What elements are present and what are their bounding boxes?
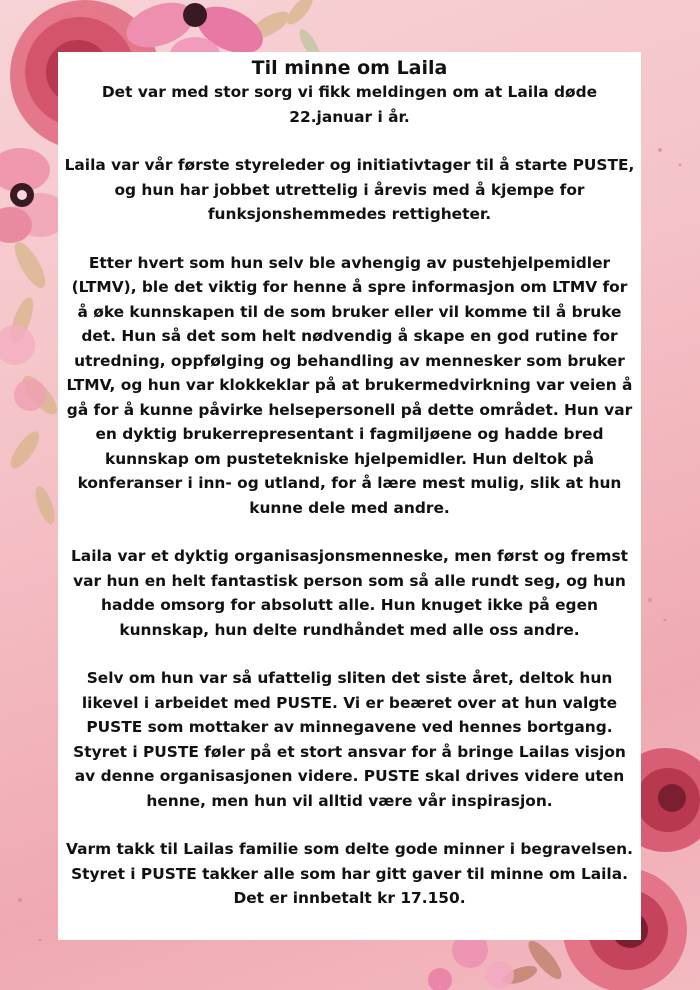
memorial-title: Til minne om Laila xyxy=(251,57,448,79)
paragraph-person: Laila var et dyktig organisasjonsmenneske, men først og fremst var hun en helt fantastisk person som så alle rundt seg, og hun hadde omsorg for absolutt alle. Hun knuget ikke på egen kunnskap, hun delte rundhåndet med alle oss andre. xyxy=(71,547,628,639)
flower-left-small xyxy=(0,325,46,411)
paragraph-thanks: Varm takk til Lailas familie som delte gode minner i begravelsen. Styret i PUSTE takker alle som har gitt gaver til minne om Laila. Det er innbetalt kr 17.150. xyxy=(66,840,633,907)
paragraph-intro: Det var med stor sorg vi fikk meldingen om at Laila døde 22.januar i år. xyxy=(101,83,598,126)
paragraph-legacy: Selv om hun var så ufattelig sliten det siste året, deltok hun likevel i arbeidet med PUSTE. Vi er beæret over at hun valgte PUSTE som mottaker av minnegavene ved hennes bortgang. Styret i PUSTE føler på et stort ansvar for å bringe Lailas visjon av denne organisasjonen videre. PUSTE skal drives videre uten henne, men hun vil alltid være vår inspirasjon. xyxy=(73,669,626,810)
flower-bottom-small xyxy=(428,932,514,990)
memorial-card xyxy=(58,52,641,940)
paragraph-role: Laila var vår første styreleder og initiativtager til å starte PUSTE, og hun har jobbet utrettelig i årevis med å kjempe for funksjonshemmedes rettigheter. xyxy=(64,156,635,223)
paragraph-ltmv: Etter hvert som hun selv ble avhengig av pustehjelpemidler (LTMV), ble det viktig for henne å spre informasjon om LTMV for å øke kunnskapen til de som bruker eller vil komme til å bruke det. Hun så det som helt nødvendig å skape en god rutine for utredning, oppfølging og behandling av mennesker som bruker LTMV, og hun var klokkeklar på at brukermedvirkning var veien å gå for å kunne påvirke helsepersonell på dette området. Hun var en dyktig brukerrepresentant i fagmiljøene og hadde bred kunnskap om pustetekniske hjelpemidler. Hun deltok på konferanser i inn- og utland, for å lære mest mulig, slik at hun kunne dele med andre. xyxy=(66,253,633,517)
